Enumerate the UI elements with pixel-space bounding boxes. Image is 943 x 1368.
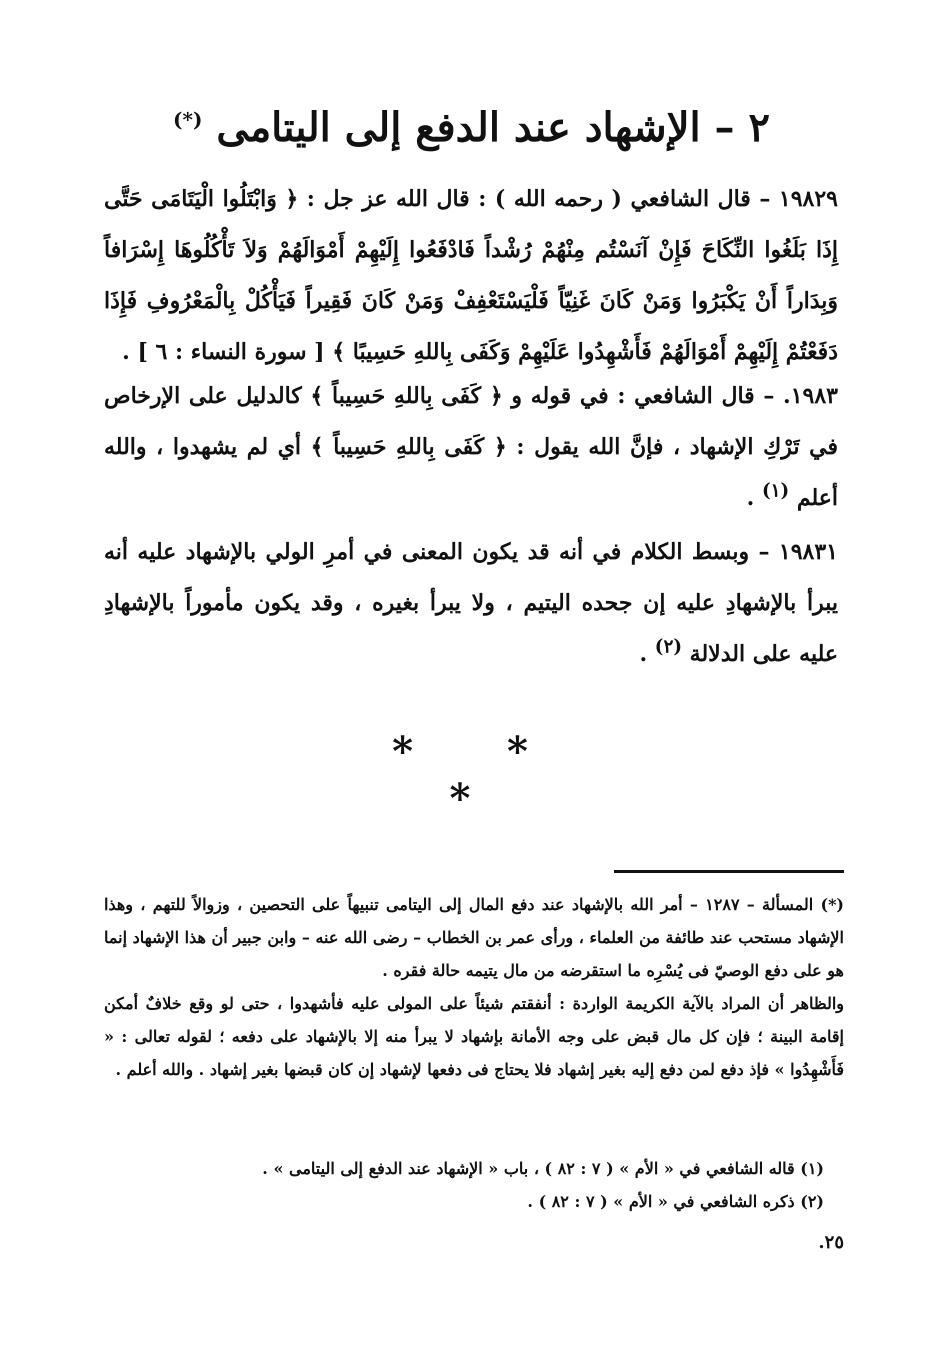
section-title-marker: (*) — [173, 107, 203, 132]
footnote-2: (٢) ذكره الشافعي في « الأم » ( ٧ : ٨٢ ) . — [527, 1192, 824, 1211]
section-separator: * * * — [392, 728, 568, 822]
page-number: ٢٥. — [818, 1232, 844, 1253]
paragraph-body: ١٩٨٣. – قال الشافعي : في قوله و ﴿ كَفَى بِاللهِ حَسِيباً ﴾ كالدليل على الإرخاص في تَرْكِ الإشهاد ، فإنَّ الله يقول : ﴿ كَفَى بِاللهِ حَسِيباً ﴾ أي لم يشهدوا ، والله أعلم — [104, 383, 838, 511]
star-note — [104, 888, 844, 1086]
paragraph-19830 — [104, 371, 838, 524]
footnote-1: (١) قاله الشافعي في « الأم » ( ٧ : ٨٢ ) ، باب « الإشهاد عند الدفع إلى اليتامى » . — [262, 1159, 824, 1178]
section-title-text: ٢ – الإشهاد عند الدفع إلى اليتامى — [216, 104, 770, 151]
footnote-ref-2[interactable]: (٢) — [654, 636, 682, 658]
star-note-line: والظاهر أن المراد بالآية الكريمة الواردة : أنفقتم شيئاً على المولى عليه فأشهدوا ، حتى لو وقع خلافٌ أمكن إقامة البينة ؛ فإن كل مال قبض على وجه الأمانة بإشهاد لا يبرأ منه إلا بالإشهاد على دفعه ؛ لقوله تعالى : « فَأَشْهِدُوا » فإذ دفع لمن دفع إليه بغير إشهاد فلا يحتاج فى دفعها لإشهاد إن كان قبضها بغير إشهاد . والله أعلم . — [104, 994, 844, 1079]
paragraph-body: ١٩٨٣١ – وبسط الكلام في أنه قد يكون المعنى في أمرِ الولي بالإشهاد عليه أنه يبرأ بالإشهادِ عليه إن جحده اليتيم ، ولا يبرأ بغيره ، وقد يكون مأموراً بالإشهادِ عليه على الدلالة — [104, 539, 838, 667]
paragraph-19829 — [104, 174, 838, 378]
paragraph-text: ١٩٨٢٩ – قال الشافعي ( رحمه الله ) : قال الله عز جل : ﴿ وَابْتَلُوا الْيَتَامَى حَتَّى إِذَا بَلَغُوا النِّكَاحَ فَإِنْ آنَسْتُم مِنْهُمْ رُشْداً فَادْفَعُوا إِلَيْهِمْ أَمْوَالَهُمْ وَلاَ تَأْكُلُوهَا إِسْرَافاً وَبِدَاراً أَنْ يَكْبَرُوا وَمَنْ كَانَ غَنِيّاً فَلْيَسْتَعْفِفْ وَمَنْ كَانَ فَقِيراً فَيَأْكُلْ بِالْمَعْرُوفِ فَإِذَا دَفَعْتُمْ إِلَيْهِمْ أَمْوَالَهُمْ فَأَشْهِدُوا عَلَيْهِمْ وَكَفَى بِاللهِ حَسِيبًا ﴾ [ سورة النساء : ٦ ] . — [104, 186, 838, 365]
paragraph-text — [104, 527, 838, 680]
star-note-line: (*) المسألة – ١٢٨٧ – أمر الله بالإشهاد عند دفع المال إلى اليتامى تنبيهاً على التحصين ، وزوالاً للتهم ، وهذا الإشهاد مستحب عند طائفة من العلماء ، ورأى عمر بن الخطاب – رضى الله عنه – وابن جبير أن هذا الإشهاد إنما هو على دفع الوصيّ فى يُسْرِه ما استقرضه من مال يتيمه حالة فقره . — [104, 895, 845, 980]
paragraph-19831 — [104, 527, 838, 680]
paragraph-tail: . — [639, 641, 655, 667]
paragraph-text — [104, 371, 838, 524]
footnote-ref-1[interactable]: (١) — [761, 480, 790, 502]
footnote-rule — [614, 870, 844, 873]
section-title — [100, 98, 843, 158]
paragraph-tail: . — [746, 485, 762, 511]
